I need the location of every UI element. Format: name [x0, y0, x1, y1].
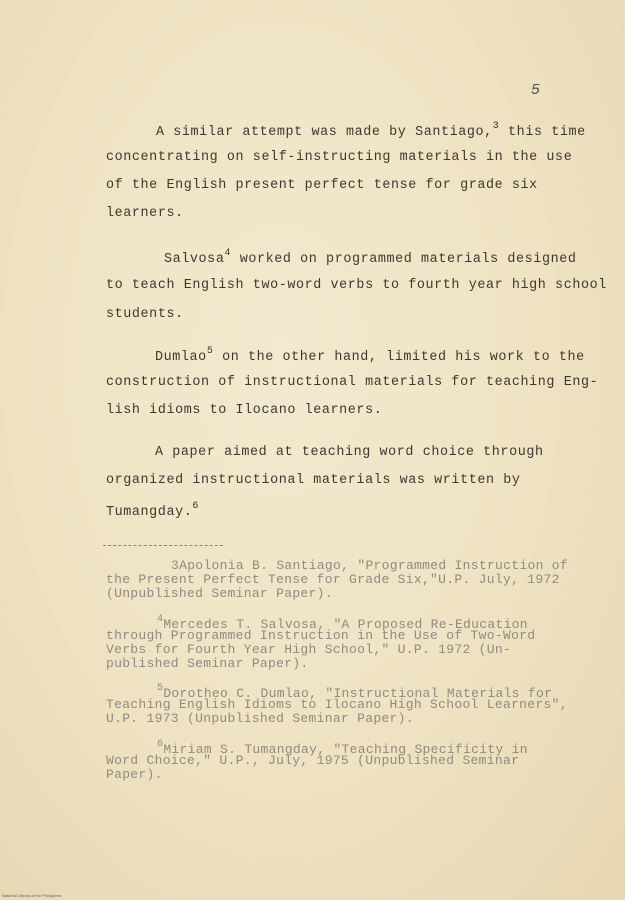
text-line: Tumangday.$^6$ [106, 501, 199, 520]
text-line: students. [106, 307, 184, 322]
footnote-line: Teaching English Idioms to Ilocano High School Learners", [106, 697, 568, 712]
text-line: of the English present perfect tense for grade six [106, 178, 538, 193]
footnote-reference: 3 [492, 121, 500, 132]
footnote-reference: 5 [206, 346, 214, 357]
footnote-line: U.P. 1973 (Unpublished Seminar Paper). [106, 711, 414, 726]
text-line: organized instructional materials was written by [106, 473, 521, 488]
footnote-line: $^4$Mercedes T. Salvosa, "A Proposed Re-Education [157, 614, 528, 632]
footnote-line: 3Apolonia B. Santiago, "Programmed Instruction of [171, 558, 568, 573]
footnote-line: Verbs for Fourth Year High School," U.P. 1972 (Un- [106, 642, 512, 657]
footnote-line: published Seminar Paper). [106, 656, 309, 671]
page-number: 5 [531, 82, 541, 99]
footnote-line: Paper). [106, 767, 163, 782]
footnote-line: Word Choice," U.P., July, 1975 (Unpublished Seminar [106, 753, 520, 768]
footnote-reference: 6 [192, 501, 199, 512]
text-line: A similar attempt was made by Santiago,$^3$ this time [156, 121, 586, 140]
footnote-line: $^5$Dorotheo C. Dumlao, "Instructional Materials for [157, 683, 553, 701]
text-line: A paper aimed at teaching word choice through [155, 445, 544, 460]
text-line: lish idioms to Ilocano learners. [106, 403, 383, 418]
text-line: Dumlao$^5$ on the other hand, limited his work to the [155, 346, 585, 365]
archive-footer: National Library of the Philippines [2, 893, 62, 898]
text-line: construction of instructional materials for teaching Eng- [106, 375, 599, 390]
footnote-mark: 5 [157, 683, 164, 694]
footnote-mark: 6 [157, 739, 164, 750]
footnote-separator [103, 545, 223, 546]
text-line: concentrating on self-instructing materials in the use [106, 150, 573, 165]
text-line: to teach English two-word verbs to fourth year high school [106, 278, 607, 293]
footnote-reference: 4 [224, 248, 232, 259]
footnote-mark: 3 [171, 558, 180, 573]
footnote-line: $^6$Miriam S. Tumangday, "Teaching Specificity in [157, 739, 528, 757]
text-line: Salvosa$^4$ worked on programmed materials designed [164, 248, 577, 267]
footnote-line: the Present Perfect Tense for Grade Six,"U.P. July, 1972 [106, 572, 560, 587]
footnote-line: through Programmed Instruction in the Use of Two-Word [106, 628, 536, 643]
footnote-line: (Unpublished Seminar Paper). [106, 586, 333, 601]
footnote-mark: 4 [157, 614, 164, 625]
text-line: learners. [106, 206, 184, 221]
